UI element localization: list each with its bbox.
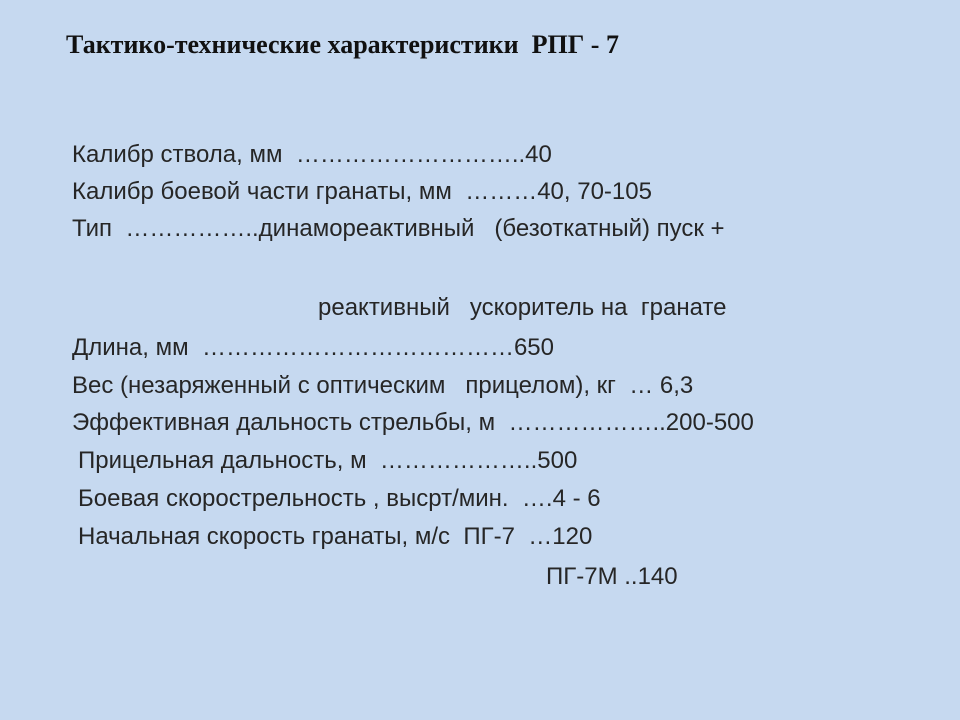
spec-line-barrel-caliber: Калибр ствола, мм ………………………..40: [72, 141, 552, 168]
spec-line-weight: Вес (незаряженный с оптическим прицелом), кг … 6,3: [72, 372, 694, 399]
spec-line-effective-range: Эффективная дальность стрельбы, м ………………..200-500: [72, 409, 754, 436]
spec-line-rate-of-fire: Боевая скорострельность , высрт/мин. ….4 - 6: [78, 485, 601, 512]
spec-line-length: Длина, мм …………………………………650: [72, 334, 554, 361]
spec-line-sighting-range: Прицельная дальность, м ………………..500: [78, 447, 578, 474]
spec-line-muzzle-velocity: Начальная скорость гранаты, м/с ПГ-7 …120: [78, 523, 593, 550]
spec-line-warhead-caliber: Калибр боевой части гранаты, мм ………40, 70-105: [72, 178, 652, 205]
slide-title: Тактико-технические характеристики РПГ - 7: [66, 30, 619, 59]
spec-line-type: Тип ……………..динамореактивный (безоткатный) пуск +: [72, 215, 725, 242]
spec-line-muzzle-velocity-pg7m: ПГ-7М ..140: [546, 563, 678, 590]
spec-line-type-continued: реактивный ускоритель на гранате: [318, 294, 727, 321]
